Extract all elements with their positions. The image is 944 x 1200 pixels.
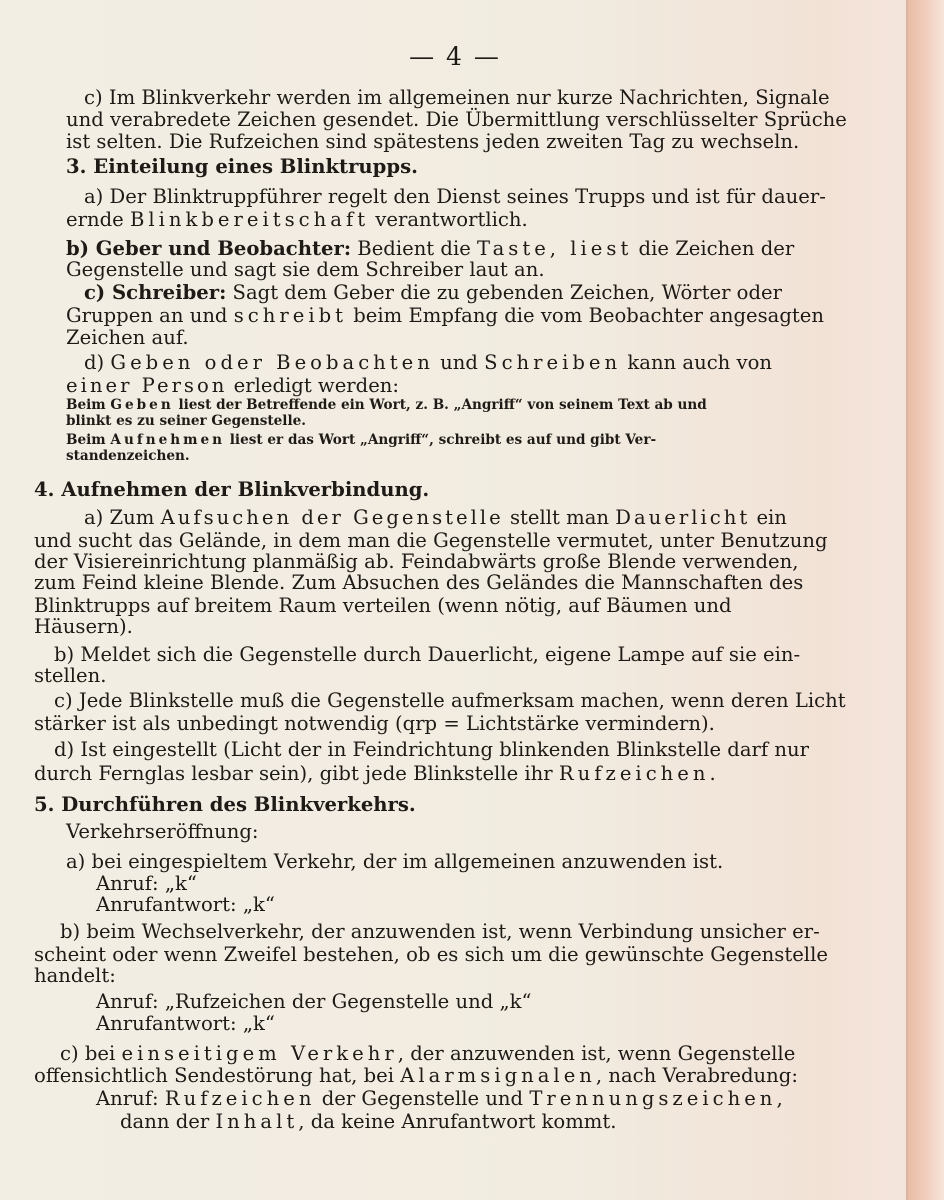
text-line: offensichtlich Sendestörung hat, bei Alarmsignalen, nach Verabredung: [34, 1064, 798, 1087]
text-line: Häusern). [34, 615, 133, 638]
text-line: a) Zum Aufsuchen der Gegenstelle stellt man Dauerlicht ein [84, 506, 787, 529]
text-line: handelt: [34, 964, 116, 987]
text-line: c) Im Blinkverkehr werden im allgemeinen nur kurze Nachrichten, Signale [84, 86, 830, 109]
text-line: a) bei eingespieltem Verkehr, der im allgemeinen anzuwenden ist. [66, 850, 724, 873]
text-line: der Visiereinrichtung planmäßig ab. Feindabwärts große Blende verwenden, [34, 550, 799, 573]
text-line: Gegenstelle und sagt sie dem Schreiber laut an. [66, 258, 545, 281]
text-line: scheint oder wenn Zweifel bestehen, ob es sich um die gewünschte Gegenstelle [34, 943, 828, 966]
paper-edge-line [906, 0, 908, 1200]
section-heading: 3. Einteilung eines Blinktrupps. [66, 155, 418, 178]
text-line: und verabredete Zeichen gesendet. Die Übermittlung verschlüsselter Sprüche [66, 108, 847, 131]
paper-edge-stain [906, 0, 944, 1200]
text-line: dann der Inhalt, da keine Anrufantwort kommt. [120, 1110, 617, 1133]
text-line: d) Geben oder Beobachten und Schreiben kann auch von [84, 351, 773, 374]
text-line: Verkehrseröffnung: [66, 820, 259, 843]
section-heading: 4. Aufnehmen der Blinkverbindung. [34, 478, 430, 501]
text-line: b) Geber und Beobachter: Bedient die Taste, liest die Zeichen der [66, 237, 795, 260]
text-line: durch Fernglas lesbar sein), gibt jede Blinkstelle ihr Rufzeichen. [34, 762, 720, 785]
page-number: — 4 — [409, 42, 501, 71]
text-line: c) Jede Blinkstelle muß die Gegenstelle aufmerksam machen, wenn deren Licht [54, 689, 846, 712]
text-line: ist selten. Die Rufzeichen sind spätestens jeden zweiten Tag zu wechseln. [66, 130, 800, 153]
section-heading: 5. Durchführen des Blinkverkehrs. [34, 793, 416, 816]
text-line: Gruppen an und schreibt beim Empfang die vom Beobachter angesagten [66, 304, 824, 327]
text-line: zum Feind kleine Blende. Zum Absuchen des Geländes die Mannschaften des [34, 571, 804, 594]
text-line: a) Der Blinktruppführer regelt den Dienst seines Trupps und ist für dauer- [84, 185, 826, 208]
text-line: und sucht das Gelände, in dem man die Gegenstelle vermutet, unter Benutzung [34, 529, 828, 552]
text-line: einer Person erledigt werden: [66, 374, 400, 397]
text-line: Anruf: „Rufzeichen der Gegenstelle und „k“ [96, 990, 532, 1013]
text-line: b) Meldet sich die Gegenstelle durch Dauerlicht, eigene Lampe auf sie ein- [54, 643, 801, 666]
example-line: blinkt es zu seiner Gegenstelle. [66, 413, 306, 429]
text-line: b) beim Wechselverkehr, der anzuwenden ist, wenn Verbindung unsicher er- [60, 920, 820, 943]
example-line: standenzeichen. [66, 448, 190, 464]
text-line: c) Schreiber: Sagt dem Geber die zu gebenden Zeichen, Wörter oder [84, 281, 782, 304]
text-line: d) Ist eingestellt (Licht der in Feindrichtung blinkenden Blinkstelle darf nur [54, 738, 809, 761]
text-line: Anrufantwort: „k“ [96, 893, 275, 916]
text-line: Anruf: Rufzeichen der Gegenstelle und Trennungszeichen, [96, 1087, 783, 1110]
text-line: Blinktrupps auf breitem Raum verteilen (wenn nötig, auf Bäumen und [34, 594, 732, 617]
example-line: Beim Geben liest der Betreffende ein Wort, z. B. „Angriff“ von seinem Text ab und [66, 397, 707, 413]
text-line: ernde Blinkbereitschaft verantwortlich. [66, 208, 528, 231]
example-line: Beim Aufnehmen liest er das Wort „Angriff“, schreibt es auf und gibt Ver- [66, 432, 657, 448]
text-line: Zeichen auf. [66, 326, 189, 349]
text-line: Anrufantwort: „k“ [96, 1012, 275, 1035]
text-line: c) bei einseitigem Verkehr, der anzuwenden ist, wenn Gegenstelle [60, 1042, 796, 1065]
text-line: Anruf: „k“ [96, 872, 197, 895]
text-line: stellen. [34, 664, 107, 687]
text-line: stärker ist als unbedingt notwendig (qrp = Lichtstärke vermindern). [34, 712, 715, 735]
